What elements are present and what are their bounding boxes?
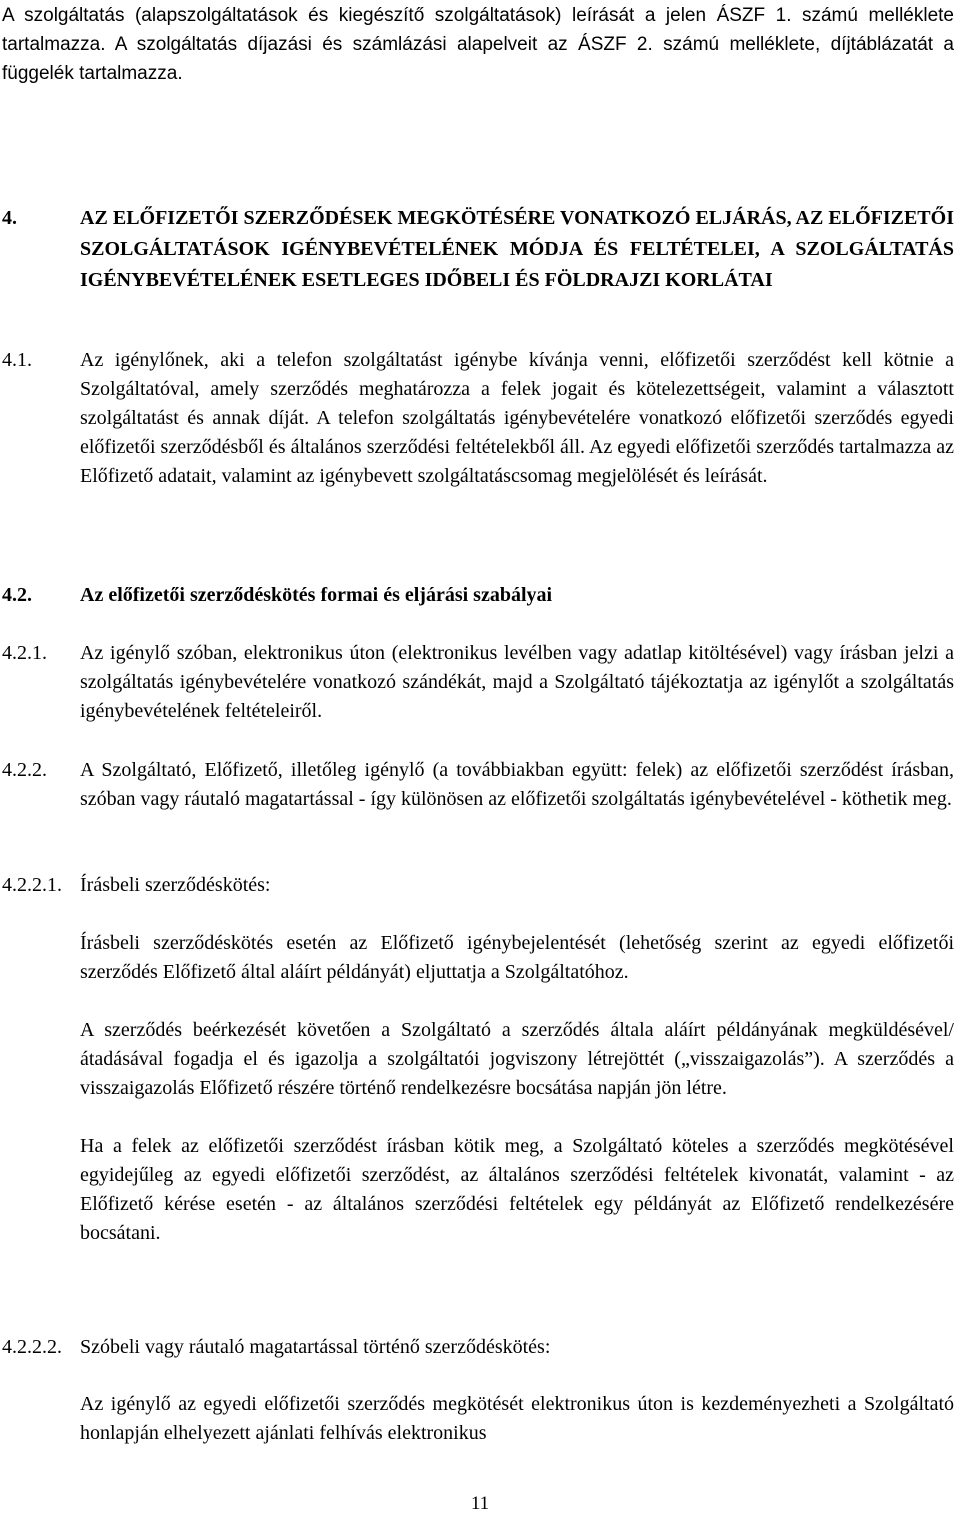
- section-4-heading: AZ ELŐFIZETŐI SZERZŐDÉSEK MEGKÖTÉSÉRE VONATKOZÓ ELJÁRÁS, AZ ELŐFIZETŐI SZOLGÁLTATÁSOK IGÉNYBEVÉTELÉNEK MÓDJA ÉS FELTÉTELEI, A SZOLGÁLTATÁS IGÉNYBEVÉTELÉNEK ESETLEGES IDŐBELI ÉS FÖLDRAJZI KORLÁTAI: [80, 207, 954, 291]
- written-contract-paragraph-3: Ha a felek az előfizetői szerződést írásban kötik meg, a Szolgáltató köteles a szerződés megkötésével egyidejűleg az egyedi előfizetői szerződést, az általános szerződési feltételek kivonatát, valamint - az Előfizető kérése esetén - az általános szerződési feltételek egy példányát az Előfizető rendelkezésére bocsátani.: [80, 1135, 954, 1244]
- intro-paragraph: A szolgáltatás (alapszolgáltatások és kiegészítő szolgáltatások) leírását a jelen ÁSZF 1. számú melléklete tartalmazza. A szolgáltatás díjazási és számlázási alapelveit az ÁSZF 2. számú melléklete, díjtáblázatát a függelék tartalmazza.: [2, 5, 954, 84]
- section-4-2-number: 4.2.: [2, 584, 32, 606]
- section-4-2-2-1-title: Írásbeli szerződéskötés:: [80, 874, 271, 896]
- written-contract-paragraph-2: A szerződés beérkezését követően a Szolgáltató a szerződés általa aláírt példányának megküldésével/átadásával fogadja el és igazolja a szolgáltatói jogviszony létrejöttét („visszaigazolás”). A szerződés a visszaigazolás Előfizető részére történő rendelkezésre bocsátása napján jön létre.: [80, 1019, 954, 1099]
- section-4-1-number: 4.1.: [2, 349, 32, 371]
- section-4-2-2-2-title: Szóbeli vagy ráutaló magatartással történő szerződéskötés:: [80, 1336, 551, 1358]
- section-4-2-1-number: 4.2.1.: [2, 642, 47, 664]
- page-number: 11: [470, 1493, 490, 1514]
- section-4-2-2-text: A Szolgáltató, Előfizető, illetőleg igénylő (a továbbiakban együtt: felek) az előfizetői szerződést írásban, szóban vagy ráutaló magatartással - így különösen az előfizetői szolgáltatás igénybevételével - köthetik meg.: [80, 759, 954, 810]
- section-4-2-title: Az előfizetői szerződéskötés formai és eljárási szabályai: [80, 584, 553, 606]
- section-4-1-text: Az igénylőnek, aki a telefon szolgáltatást igénybe kívánja venni, előfizetői szerződést kell kötnie a Szolgáltatóval, amely szerződés meghatározza a felek jogait és kötelezettségeit, valamint a választott szolgáltatást és annak díját. A telefon szolgáltatás igénybevételére vonatkozó előfizetői szerződés egyedi előfizetői szerződésből és általános szerződési feltételekből áll. Az egyedi előfizetői szerződés tartalmazza az Előfizető adatait, valamint az igénybevett szolgáltatáscsomag megjelölését és leírását.: [80, 349, 954, 487]
- section-4-2-2-2-number: 4.2.2.2.: [2, 1336, 62, 1358]
- oral-contract-paragraph-1: Az igénylő az egyedi előfizetői szerződés megkötését elektronikus úton is kezdeményezheti a Szolgáltató honlapján elhelyezett ajánlati felhívás elektronikus: [80, 1393, 954, 1444]
- section-4-number: 4.: [2, 207, 17, 229]
- section-4-2-1-text: Az igénylő szóban, elektronikus úton (elektronikus levélben vagy adatlap kitöltésével) vagy írásban jelzi a szolgáltatás igénybevételére vonatkozó szándékát, majd a Szolgáltató tájékoztatja az igénylőt a szolgáltatás igénybevételének feltételeiről.: [80, 642, 954, 722]
- section-4-2-2-1-number: 4.2.2.1.: [2, 874, 62, 896]
- section-4-2-2-number: 4.2.2.: [2, 759, 47, 781]
- written-contract-paragraph-1: Írásbeli szerződéskötés esetén az Előfizető igénybejelentését (lehetőség szerint az egyedi előfizetői szerződés Előfizető által aláírt példányát) eljuttatja a Szolgáltatóhoz.: [80, 932, 954, 983]
